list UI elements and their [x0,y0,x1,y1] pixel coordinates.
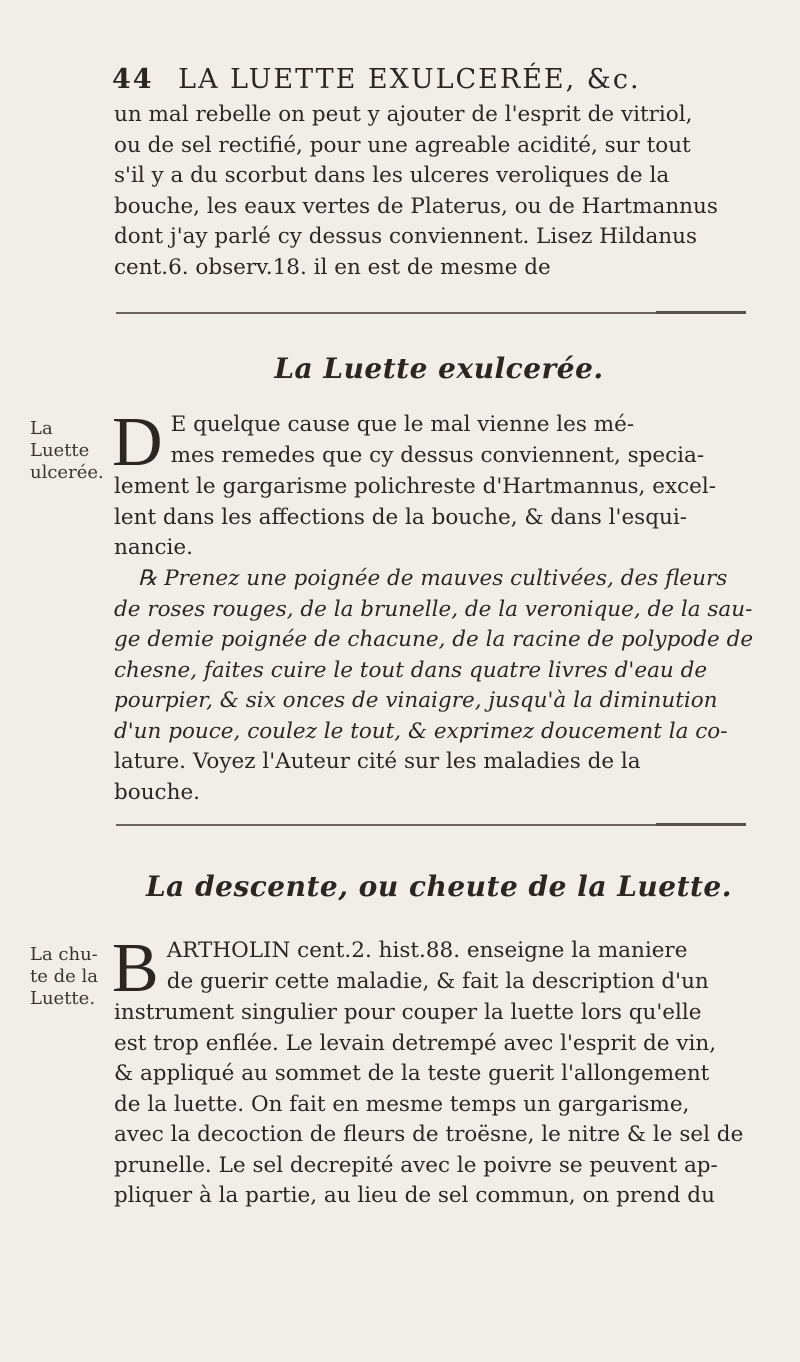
section1-paragraph [112,404,766,564]
text-line: bouche. [114,779,200,805]
text-line: cent.6. observ.18. il en est de mesme de [114,254,551,280]
text-line: de roses rouges, de la brunelle, de la veronique, de la sau- [114,596,753,622]
text-line: & appliqué au sommet de la teste guerit l'allongement [114,1061,710,1086]
text-line: ℞ Prenez une poignée de mauves cultivées, des fleurs [138,566,728,591]
text-line: ou de sel rectifié, pour une agreable acidité, sur tout [114,132,691,158]
text-line: chesne, faites cuire le tout dans quatre livres d'eau de [114,657,708,683]
text-line: instrument singulier pour couper la luette lors qu'elle [114,1000,702,1025]
text-line: E quelque cause que le mal vienne les mé- [170,412,635,437]
text-line: lement le gargarisme polichreste d'Hartmannus, excel- [114,474,716,499]
section-divider [116,312,746,314]
text-line: de guerir cette maladie, & fait la description d'un [166,968,709,994]
text-line: s'il y a du scorbut dans les ulceres veroliques de la [114,163,670,188]
text-line: mes remedes que cy dessus conviennent, specia- [170,442,705,468]
section2-paragraph [112,930,766,1212]
text-line: ge demie poignée de chacune, de la racine de polypode de [114,627,754,652]
text-line: ARTHOLIN cent.2. hist.88. enseigne la maniere [166,938,688,963]
running-title: LA LUETTE EXULCERÉE, &c. [178,64,641,95]
text-line: de la luette. On fait en mesme temps un gargarisme, [114,1091,690,1117]
text-line: prunelle. Le sel decrepité avec le poivre se peuvent ap- [114,1152,718,1178]
continued-text [114,100,764,283]
text-line: pourpier, & six onces de vinaigre, jusqu'à la diminution [114,688,718,713]
page-number: 44 [112,64,154,95]
margin-note: La Luette ulcerée. [30,418,104,483]
text-line: nancie. [114,535,193,560]
text-line: lent dans les affections de la bouche, & dans l'esqui- [114,504,687,530]
text-line: avec la decoction de fleurs de troësne, le nitre & le sel de [114,1122,744,1147]
drop-cap: B [112,930,159,1007]
section-title-luette-exulceree: La Luette exulcerée. [274,352,604,385]
section-title-descente-luette: La descente, ou cheute de la Luette. [145,870,732,903]
text-line: est trop enflée. Le levain detrempé avec l'esprit de vin, [114,1030,717,1056]
text-line: un mal rebelle on peut y ajouter de l'esprit de vitriol, [114,102,693,127]
text-line: bouche, les eaux vertes de Platerus, ou de Hartmannus [114,193,718,219]
text-line: pliquer à la partie, au lieu de sel commun, on prend du [114,1183,715,1208]
text-line: d'un pouce, coulez le tout, & exprimez doucement la co- [114,718,728,744]
text-line: lature. Voyez l'Auteur cité sur les maladies de la [114,749,641,774]
running-header [112,64,702,95]
margin-note: La chu- te de la Luette. [30,944,98,1009]
text-line: dont j'ay parlé cy dessus conviennent. Lisez Hildanus [114,224,698,249]
drop-cap: D [112,404,163,481]
section-divider [116,824,746,826]
recipe-paragraph [114,564,766,808]
